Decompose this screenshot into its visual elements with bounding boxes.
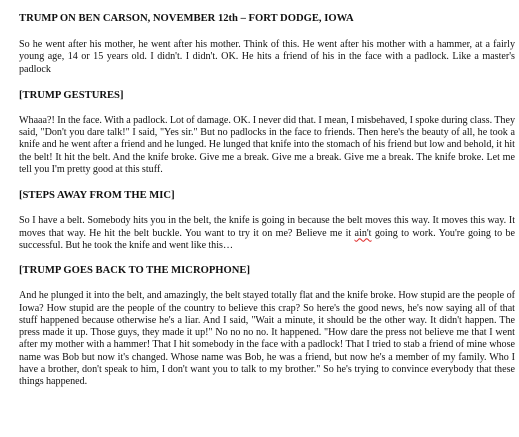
stage-direction-steps-away: [STEPS AWAY FROM THE MIC] — [19, 190, 175, 202]
stage-direction-back-to-mic: [TRUMP GOES BACK TO THE MICROPHONE] — [19, 265, 251, 277]
document-title: TRUMP ON BEN CARSON, NOVEMBER 12th – FORT DODGE, IOWA — [19, 13, 354, 24]
stage-direction-gestures: [TRUMP GESTURES] — [19, 89, 124, 101]
paragraph-belt-text-end: going to work. You're going to be successful. But he took the knife and went like this… — [19, 227, 515, 251]
paragraph-mother-hammer: So he went after his mother, he went after his mother. Think of this. He went after his mother with a hammer, at a fairly young age, 14 or 15 years old. I didn't. I didn't. OK. He hits a friend of his in the face with a padlock. Like a master's padlock — [19, 39, 515, 75]
paragraph-iowa-stupid: And he plunged it into the belt, and amazingly, the belt stayed totally flat and the knife broke. How stupid are the people of Iowa? How stupid are the people of the country to believe this crap? So here's the good news, he's now saying all of that stuff happened because otherwise he's a liar. And I said, "Wait a minute, it should be the other way. It didn't happen. The press made it up. Those guys, they made it up!" No no no no. It happened. "How dare the press not believe me that I went after my mother with a hammer! That I hit somebody in the face with a padlock! That I tried to stab a friend of mine whose name was Bob but now it's changed. Whose name was Bob, he was a friend, but now he's a member of my family. Who I have a brother, don't speak to him, I don't want you to talk to my brother." So he's trying to convince everybody that these things happened. — [19, 290, 515, 388]
document-page — [19, 8, 515, 389]
paragraph-belt-demo — [19, 215, 515, 252]
misspelled-word[interactable]: ain't — [354, 227, 372, 239]
paragraph-padlock-knife: Whaaa?! In the face. With a padlock. Lot of damage. OK. I never did that. I mean, I misbehaved, I spoke during class. They said, "Don't you dare talk!" I said, "Yes sir." But no padlocks in the face to friends. Then here's the beauty of all, he took a knife and he went after a friend and he lunged. He lunged that knife into the stomach of his friend but low and behold, it hit the belt! It hit the belt. And the knife broke. Give me a break. Give me a break. Give me a break. The knife broke. Let me tell you I'm pretty good at this stuff. — [19, 114, 515, 176]
paragraph-belt-text-start: So I have a belt. Somebody hits you in the belt, the knife is going in because the belt moves this way. It moves this way. It moves that way. He hit the belt buckle. You want to try it on me? Believe me it — [19, 215, 515, 239]
